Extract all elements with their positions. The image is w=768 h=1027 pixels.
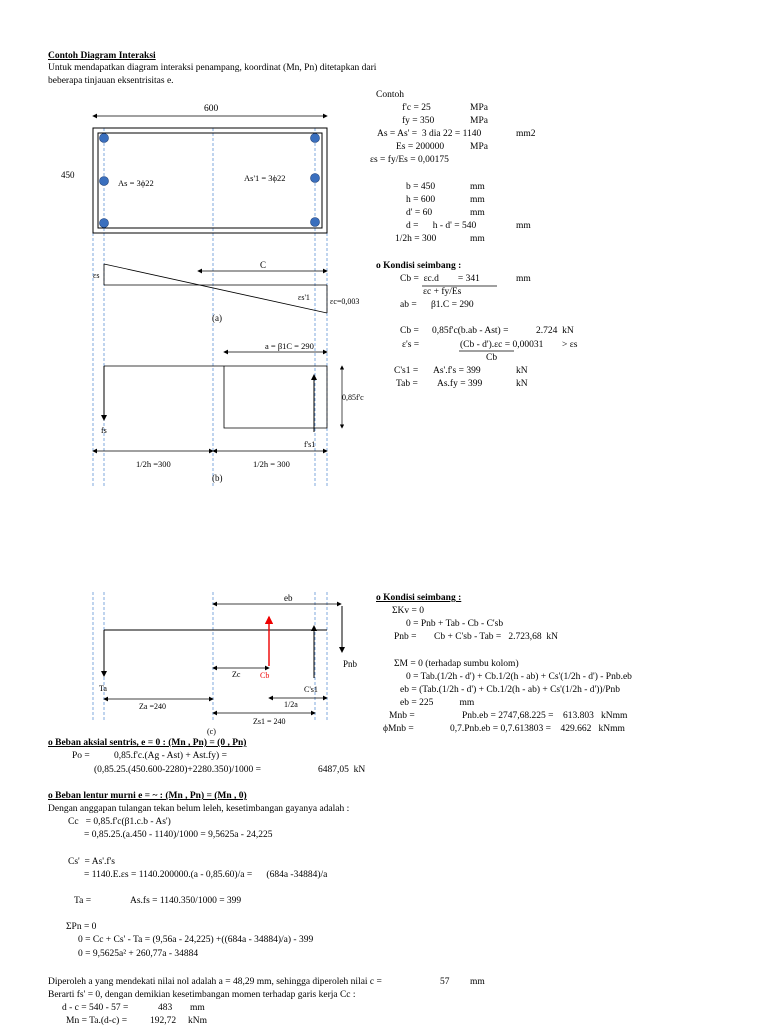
lentur-eq1: 0 = Cc + Cs' - Ta = (9,56a - 24,225) +((684a - 34884)/a) - 399: [78, 935, 314, 945]
kondisi1-tab-formula: As.fy = 399: [437, 379, 483, 389]
rebar-top-left: [100, 134, 109, 143]
prop-fy: fy = 350: [402, 116, 435, 126]
fs1-label: f's1: [304, 440, 316, 449]
prop-fc: f'c = 25: [402, 103, 431, 113]
kondisi1-es-formula: (Cb - d').εc = 0,00031: [460, 340, 544, 350]
kondisi1-cb2-label: Cb =: [400, 326, 419, 336]
intro-line-1: Untuk mendapatkan diagram interaksi penampang, koordinat (Mn, Pn) ditetapkan dari: [48, 63, 377, 73]
kondisi1-es-compare: > εs: [562, 340, 578, 350]
fig-b-label: (b): [212, 473, 223, 483]
a-label: a = β1C = 290: [265, 341, 314, 351]
kondisi1-cb-denominator: εc + fy/Es: [423, 287, 462, 297]
lentur-ta-formula: As.fs = 1140.350/1000 = 399: [130, 896, 242, 906]
kondisi2-pnb-formula: Cb + C'sb - Tab = 2.723,68 kN: [434, 632, 559, 642]
rebar-mid-left: [100, 177, 109, 186]
lentur-mn: Mn = Ta.(d-c) =: [66, 1016, 128, 1026]
kondisi1-title: o Kondisi seimbang :: [376, 261, 462, 271]
dim-half-h-unit: mm: [470, 234, 485, 244]
kondisi2-eq2: 0 = Tab.(1/2h - d') + Cb.1/2(h - ab) + Cs'(1/2h - d') - Pnb.eb: [406, 672, 632, 682]
lentur-sum-pn: ΣPn = 0: [66, 922, 97, 932]
prop-fy-unit: MPa: [470, 116, 488, 126]
height-label: 450: [61, 170, 75, 180]
as1-label: As'1 = 3ϕ22: [244, 173, 286, 183]
kondisi2-mnb-formula: Pnb.eb = 2747,68.225 = 613.803 kNmm: [462, 711, 628, 721]
kondisi1-cs1-formula: As'.f's = 399: [433, 366, 481, 376]
kondisi2-eb-value: eb = 225 mm: [400, 698, 475, 708]
half-h-left-label: 1/2h =300: [136, 459, 171, 469]
prop-as-unit: mm2: [516, 129, 536, 139]
fig-a-label: (a): [212, 313, 222, 323]
width-dimension-label: 600: [204, 104, 219, 114]
aksial-po-label: Po =: [72, 751, 90, 761]
fs-label: fs: [101, 426, 107, 435]
fig-c-label: (c): [207, 727, 216, 736]
kondisi1-cb: Cb = εc.d = 341: [400, 274, 480, 284]
lentur-cc: Cc = 0,85.f'c(β1.c.b - As'): [68, 817, 171, 827]
dim-d-prime-unit: mm: [470, 208, 485, 218]
kondisi1-tab-label: Tab =: [396, 379, 418, 389]
half-a-label: 1/2a: [284, 700, 298, 709]
lentur-cs: Cs' = As'.f's: [68, 857, 115, 867]
prop-es-unit: MPa: [470, 142, 488, 152]
kondisi1-cb2-formula: 0,85f'c(b.ab - Ast) =: [432, 326, 509, 336]
fraction-bars: [422, 286, 514, 351]
aksial-po-formula: 0,85.f'c.(Ag - Ast) + Ast.fy) =: [114, 751, 227, 761]
kondisi2-mnb-label: Mnb =: [389, 711, 415, 721]
eccentricity-diagram: [99, 593, 358, 736]
za-label: Za =240: [139, 702, 166, 711]
contoh-title: Contoh: [376, 90, 404, 100]
aksial-po-value: 6487,05 kN: [318, 765, 366, 775]
lentur-d-minus-c-unit: mm: [190, 1003, 205, 1013]
kondisi2-title: o Kondisi seimbang :: [376, 593, 462, 603]
kondisi1-es-label: ε's =: [402, 340, 420, 350]
es-label: εs: [93, 271, 100, 280]
lentur-cs-expanded: = 1140.E.εs = 1140.200000.(a - 0,85.60)/a = (684a -34884)/a: [84, 870, 328, 880]
lentur-title: o Beban lentur murni e = ~ : (Mn , Pn) = (Mn , 0): [48, 791, 247, 801]
lentur-mn-value: 192,72: [150, 1016, 177, 1026]
lentur-d-minus-c-value: 483: [158, 1003, 173, 1013]
dim-b-unit: mm: [470, 182, 485, 192]
dim-h-unit: mm: [470, 195, 485, 205]
eb-label: eb: [284, 593, 293, 603]
page-title: Contoh Diagram Interaksi: [48, 51, 156, 61]
dim-d-unit: mm: [516, 221, 531, 231]
kondisi2-sum-m: ΣM = 0 (terhadap sumbu kolom): [394, 659, 519, 669]
c-label: C: [260, 260, 267, 270]
stress-diagram: [93, 341, 364, 483]
rebar-top-right: [311, 134, 320, 143]
zs1-label: Zs1 = 240: [253, 717, 286, 726]
dim-b: b = 450: [406, 182, 436, 192]
kondisi1-cb2-value: 2.724 kN: [536, 326, 574, 336]
prop-fc-unit: MPa: [470, 103, 488, 113]
lentur-ta-label: Ta =: [74, 896, 92, 906]
as-label: As = 3ϕ22: [118, 178, 154, 188]
kondisi1-cs1-label: C's1 =: [394, 366, 419, 376]
lentur-result-a: Diperoleh a yang mendekati nilai nol adalah a = 48,29 mm, sehingga diperoleh nilai c =: [48, 977, 382, 987]
kondisi1-cs1-unit: kN: [516, 366, 528, 376]
aksial-title: o Beban aksial sentris, e = 0 : (Mn , Pn) = (0 , Pn): [48, 738, 247, 748]
lentur-mn-unit: kNm: [188, 1016, 207, 1026]
fc-label: 0,85f'c: [342, 393, 364, 402]
lentur-eq2: 0 = 9,5625a² + 260,77a - 34884: [78, 949, 199, 959]
rebar-bottom-left: [100, 219, 109, 228]
lentur-intro: Dengan anggapan tulangan tekan belum leleh, kesetimbangan gayanya adalah :: [48, 804, 350, 814]
prop-es: Es = 200000: [396, 142, 445, 152]
zc-label: Zc: [232, 670, 241, 679]
kondisi2-phi-mnb-label: ϕMnb =: [383, 724, 414, 734]
lentur-result-c-unit: mm: [470, 977, 485, 987]
lentur-cc-expanded: = 0,85.25.(a.450 - 1140)/1000 = 9,5625a - 24,225: [84, 830, 273, 840]
kondisi1-es-denominator: Cb: [486, 353, 498, 363]
kondisi1-tab-unit: kN: [516, 379, 528, 389]
kondisi2-pnb-label: Pnb =: [394, 632, 417, 642]
kondisi2-phi-mnb-formula: 0,7.Pnb.eb = 0,7.613803 = 429.662 kNmm: [450, 724, 625, 734]
dim-half-h: 1/2h = 300: [395, 234, 437, 244]
dim-h: h = 600: [406, 195, 436, 205]
strain-diagram: [93, 260, 359, 323]
lentur-result-c: 57: [440, 977, 450, 987]
aksial-po-substitution: (0,85.25.(450.600-2280)+2280.350)/1000 =: [94, 765, 261, 775]
cross-section: [61, 104, 327, 233]
kondisi2-eq1: 0 = Pnb + Tab - Cb - C'sb: [406, 619, 504, 629]
ta-label: Ta: [99, 684, 107, 693]
kondisi1-ab: ab = β1.C = 290: [400, 300, 474, 310]
cs1-label: C's1: [304, 685, 318, 694]
kondisi2-sum-kv: ΣKv = 0: [392, 606, 424, 616]
kondisi2-eb-formula: eb = (Tab.(1/2h - d') + Cb.1/2(h - ab) + Cs'(1/2h - d'))/Pnb: [400, 685, 621, 695]
dim-d-prime: d' = 60: [406, 208, 433, 218]
dim-d: d = h - d' = 540: [406, 221, 477, 231]
es1-label: εs'1: [298, 293, 310, 302]
rebar-mid-right: [311, 174, 320, 183]
intro-line-2: beberapa tinjauan eksentrisitas e.: [48, 76, 174, 86]
prop-as: As = As' = 3 dia 22 = 1140: [377, 129, 482, 139]
ec-label: εc=0,003: [330, 297, 360, 306]
rebar-bottom-right: [311, 218, 320, 227]
lentur-moment-note: Berarti fs' = 0, dengan demikian kesetimbangan momen terhadap garis kerja Cc :: [48, 990, 356, 1000]
cb-label: Cb: [260, 671, 270, 680]
prop-epsilon: εs = fy/Es = 0,00175: [370, 155, 449, 165]
lentur-d-minus-c: d - c = 540 - 57 =: [62, 1003, 129, 1013]
half-h-right-label: 1/2h = 300: [253, 459, 290, 469]
pnb-label: Pnb: [343, 659, 358, 669]
kondisi1-cb-unit: mm: [516, 274, 531, 284]
